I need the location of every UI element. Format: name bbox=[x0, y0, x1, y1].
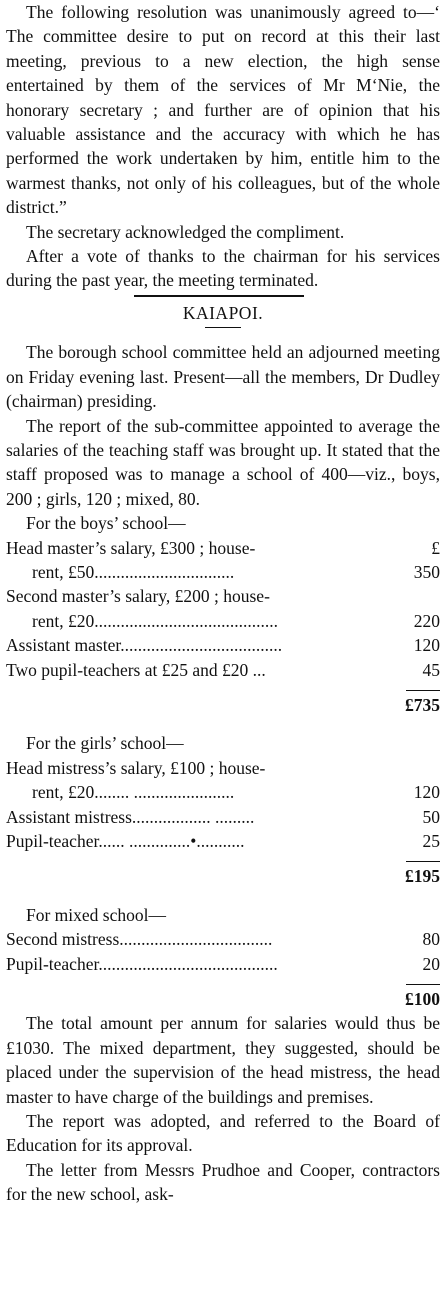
report-paragraph: The report of the sub-committee appointed to average the salaries of the teaching staff was brought up. It stated that the staff proposed was to manage a school of 400—viz., boys, 200 ; girls, 120 ; mixed, 80. bbox=[6, 415, 440, 509]
total-rule bbox=[406, 984, 440, 985]
salary-row-label: Assistant mistress.................. ......... bbox=[6, 806, 255, 827]
resolution-paragraph: The following resolution was unanimously agreed to—‘ The committee desire to put on record at this their last meeting, previous to a new election, the high sense entertained by them of the services of Mr M‘Nie, the honorary secretary ; and further are of opinion that his valuable assistance and the accuracy with which he has performed the work undertaken by him, entitle him to the warmest thanks, not only of his colleagues, but of the whole district.” bbox=[6, 2, 440, 218]
girls-school-heading: For the girls’ school— bbox=[26, 733, 184, 754]
girls-school-salaries bbox=[6, 731, 440, 888]
salary-row-label: Head master’s salary, £300 ; house- bbox=[6, 537, 256, 558]
salary-row-amount: 350 bbox=[413, 561, 440, 582]
contractors-letter-paragraph: The letter from Messrs Prudhoe and Cooper, contractors for the new school, ask- bbox=[6, 1159, 440, 1205]
salary-row-label: rent, £20.......................................... bbox=[32, 610, 278, 631]
mixed-school-total: £100 bbox=[405, 989, 440, 1010]
meeting-paragraph: The borough school committee held an adjourned meeting on Friday evening last. Present—all the members, Dr Dudley (chairman) presiding. bbox=[6, 342, 440, 412]
salary-row-amount: 120 bbox=[413, 782, 440, 803]
salary-row-amount: 120 bbox=[413, 635, 440, 656]
boys-school-total: £735 bbox=[405, 694, 440, 715]
salary-row-amount: 80 bbox=[422, 929, 440, 950]
salary-row bbox=[6, 756, 440, 780]
salary-row bbox=[6, 927, 440, 951]
salary-row bbox=[6, 584, 440, 608]
heading-rule bbox=[205, 327, 241, 328]
salary-row bbox=[6, 560, 440, 584]
salary-row-amount: 25 bbox=[422, 831, 440, 851]
salary-row-label: Head mistress’s salary, £100 ; house- bbox=[6, 757, 266, 778]
salary-row-amount: £ bbox=[431, 537, 440, 558]
girls-school-total: £195 bbox=[405, 866, 440, 887]
salary-row bbox=[6, 536, 440, 560]
salary-row-label: Pupil-teacher...... ..............•........... bbox=[6, 831, 245, 851]
salary-row bbox=[6, 633, 440, 657]
salary-row-label: Pupil-teacher......................................... bbox=[6, 953, 278, 974]
article-end-rule bbox=[134, 295, 304, 297]
salary-row bbox=[6, 780, 440, 804]
salary-row-amount: 220 bbox=[413, 610, 440, 631]
mixed-school-salaries bbox=[6, 903, 440, 1012]
salary-table-mixed bbox=[6, 927, 440, 976]
boys-school-salaries bbox=[6, 511, 440, 717]
salary-row bbox=[6, 952, 440, 976]
boys-school-heading: For the boys’ school— bbox=[26, 513, 186, 534]
salary-row bbox=[6, 609, 440, 633]
total-rule bbox=[406, 861, 440, 862]
report-adopted-paragraph: The report was adopted, and referred to the Board of Education for its approval. bbox=[6, 1111, 440, 1156]
salary-row-amount: 45 bbox=[422, 659, 440, 680]
salary-row-amount: 50 bbox=[422, 806, 440, 827]
acknowledgement-paragraph: The secretary acknowledged the compliment. bbox=[26, 221, 345, 242]
salary-row-label: Second master’s salary, £200 ; house- bbox=[6, 586, 270, 607]
section-heading: KAIAPOI. bbox=[182, 302, 264, 323]
mixed-school-heading: For mixed school— bbox=[26, 904, 166, 925]
total-amount-paragraph: The total amount per annum for salaries would thus be £1030. The mixed department, they suggested, should be placed under the supervision of the head mistress, the head master to have charge of the buildings and premises. bbox=[6, 1013, 440, 1107]
salary-row-label: Two pupil-teachers at £25 and £20 ... bbox=[6, 659, 266, 680]
salary-row-label: rent, £20........ ....................... bbox=[32, 782, 235, 803]
salary-row bbox=[6, 805, 440, 829]
salary-row-label: Assistant master..................................... bbox=[6, 635, 283, 656]
vote-of-thanks-paragraph: After a vote of thanks to the chairman for his services during the past year, the meeting terminated. bbox=[6, 246, 440, 291]
salary-row bbox=[6, 829, 440, 853]
salary-table-girls bbox=[6, 756, 440, 854]
salary-table-boys bbox=[6, 536, 440, 682]
total-rule bbox=[406, 690, 440, 691]
salary-row-label: rent, £50................................ bbox=[32, 561, 235, 582]
salary-row bbox=[6, 658, 440, 682]
salary-row-amount: 20 bbox=[422, 953, 440, 974]
salary-row-label: Second mistress................................... bbox=[6, 929, 273, 950]
